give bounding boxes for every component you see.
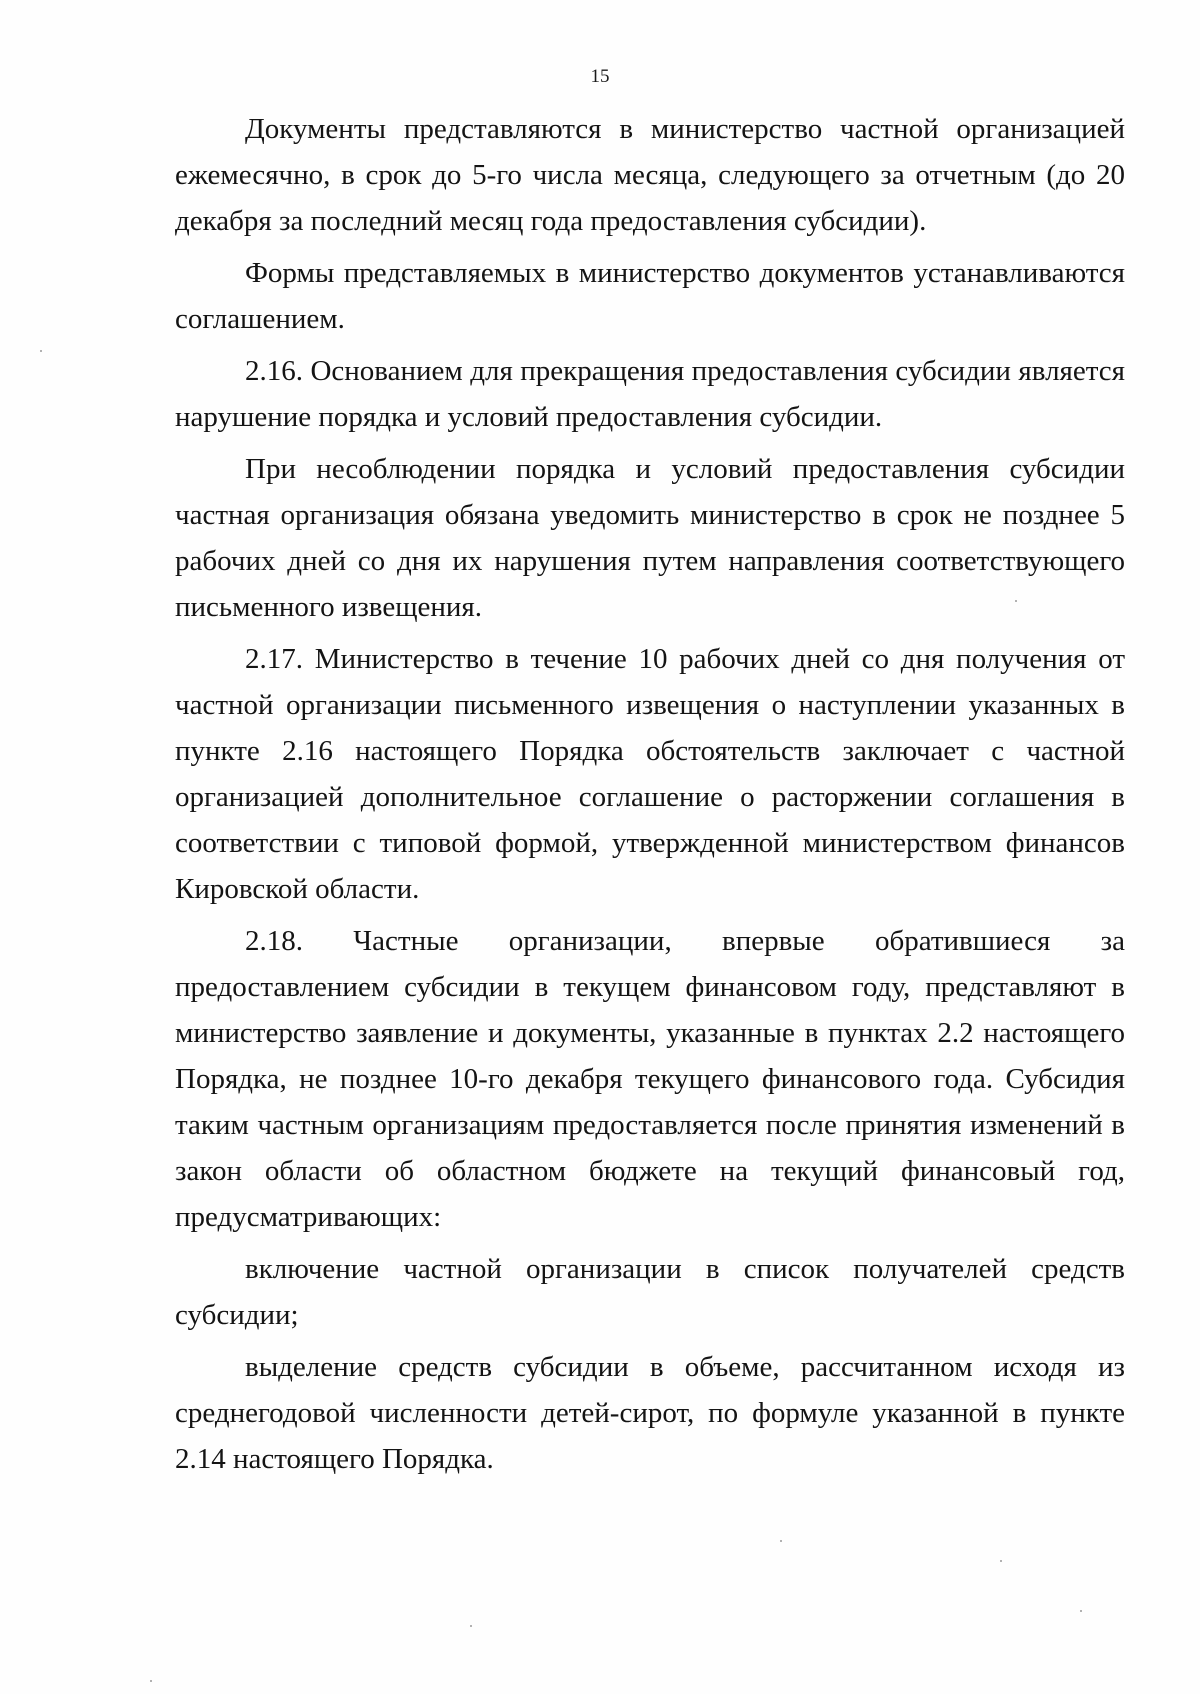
scan-speck [150,1680,152,1682]
page-number: 15 [590,66,610,87]
paragraph-2-16: 2.16. Основанием для прекращения предоставления субсидии является нарушение порядка и условий предоставления субсидии. [175,355,1125,433]
scan-speck [1080,1610,1082,1612]
paragraph-funds-allocation: выделение средств субсидии в объеме, рассчитанном исходя из среднегодовой численности детей-сирот, по формуле указанной в пункте 2.14 настоящего Порядка. [175,1351,1125,1475]
paragraph-inclusion-in-list: включение частной организации в список получателей средств субсидии; [175,1253,1125,1331]
scan-speck [1000,1560,1002,1562]
paragraph-violation-notice: При несоблюдении порядка и условий предоставления субсидии частная организация обязана уведомить министерство в срок не позднее 5 рабочих дней со дня их нарушения путем направления соответствующего письменного извещения. [175,453,1125,623]
paragraph-document-forms: Формы представляемых в министерство документов устанавливаются соглашением. [175,257,1125,335]
scan-speck [470,1625,472,1627]
scan-speck [40,350,42,352]
scan-speck [1015,600,1017,602]
paragraph-2-18: 2.18. Частные организации, впервые обратившиеся за предоставлением субсидии в текущем финансовом году, представляют в министерство заявление и документы, указанные в пунктах 2.2 настоящего Порядка, не позднее 10-го декабря текущего финансового года. Субсидия таким частным организациям предоставляется после принятия изменений в закон области об областном бюджете на текущий финансовый год, предусматривающих: [175,925,1125,1233]
scan-speck [780,1540,782,1542]
paragraph-2-17: 2.17. Министерство в течение 10 рабочих дней со дня получения от частной организации письменного извещения о наступлении указанных в пункте 2.16 настоящего Порядка обстоятельств заключает с частной организацией дополнительное соглашение о расторжении соглашения в соответствии с типовой формой, утвержденной министерством финансов Кировской области. [175,643,1125,905]
paragraph-documents-submission: Документы представляются в министерство частной организацией ежемесячно, в срок до 5-го числа месяца, следующего за отчетным (до 20 декабря за последний месяц года предоставления субсидии). [175,113,1125,237]
document-body [175,106,1125,1482]
